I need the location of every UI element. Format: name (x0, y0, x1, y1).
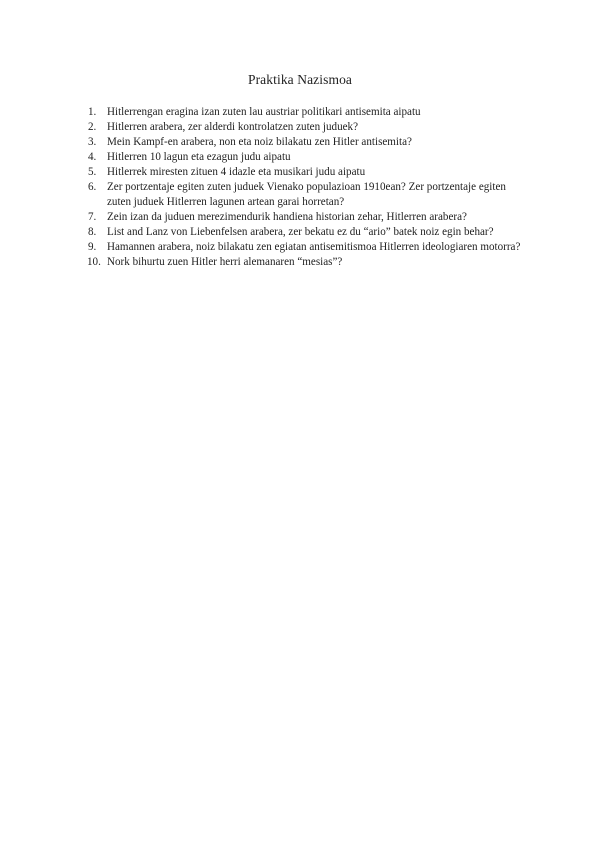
question-item-6 (88, 180, 528, 210)
question-text: Hitlerren arabera, zer alderdi kontrolatzen zuten juduek? (107, 121, 359, 133)
question-number: 6. (88, 181, 97, 193)
question-number: 9. (88, 241, 97, 253)
question-text: Hitlerrek miresten zituen 4 idazle eta musikari judu aipatu (107, 166, 366, 178)
question-item-8 (88, 225, 528, 240)
question-item-9 (88, 240, 528, 255)
question-list (88, 105, 528, 270)
question-item-5 (88, 165, 528, 180)
question-item-4 (88, 150, 528, 165)
question-item-7 (88, 210, 528, 225)
question-text: List and Lanz von Liebenfelsen arabera, zer bekatu ez du “ario” batek noiz egin behar? (107, 226, 494, 238)
question-text: Zer portzentaje egiten zuten juduek Vienako populazioan 1910ean? Zer portzentaje egiten zuten juduek Hitlerren lagunen artean garai horretan? (107, 181, 506, 208)
question-number: 7. (88, 211, 97, 223)
question-number: 5. (88, 166, 97, 178)
question-number: 4. (88, 151, 97, 163)
question-item-2 (88, 120, 528, 135)
question-text: Zein izan da juduen merezimendurik handiena historian zehar, Hitlerren arabera? (107, 211, 467, 223)
question-item-3 (88, 135, 528, 150)
question-text: Nork bihurtu zuen Hitler herri alemanaren “mesias”? (107, 256, 343, 268)
question-number: 1. (88, 106, 97, 118)
question-text: Hamannen arabera, noiz bilakatu zen egiatan antisemitismoa Hitlerren ideologiaren motorra? (107, 241, 521, 253)
question-item-1 (88, 105, 528, 120)
question-item-10 (88, 255, 528, 270)
question-text: Hitlerren 10 lagun eta ezagun judu aipatu (107, 151, 291, 163)
question-number: 2. (88, 121, 97, 133)
question-number: 8. (88, 226, 97, 238)
question-number: 3. (88, 136, 97, 148)
question-number: 10. (87, 256, 101, 268)
document-title: Praktika Nazismoa (247, 72, 353, 87)
question-text: Mein Kampf-en arabera, non eta noiz bilakatu zen Hitler antisemita? (107, 136, 412, 148)
question-text: Hitlerrengan eragina izan zuten lau austriar politikari antisemita aipatu (107, 106, 421, 118)
